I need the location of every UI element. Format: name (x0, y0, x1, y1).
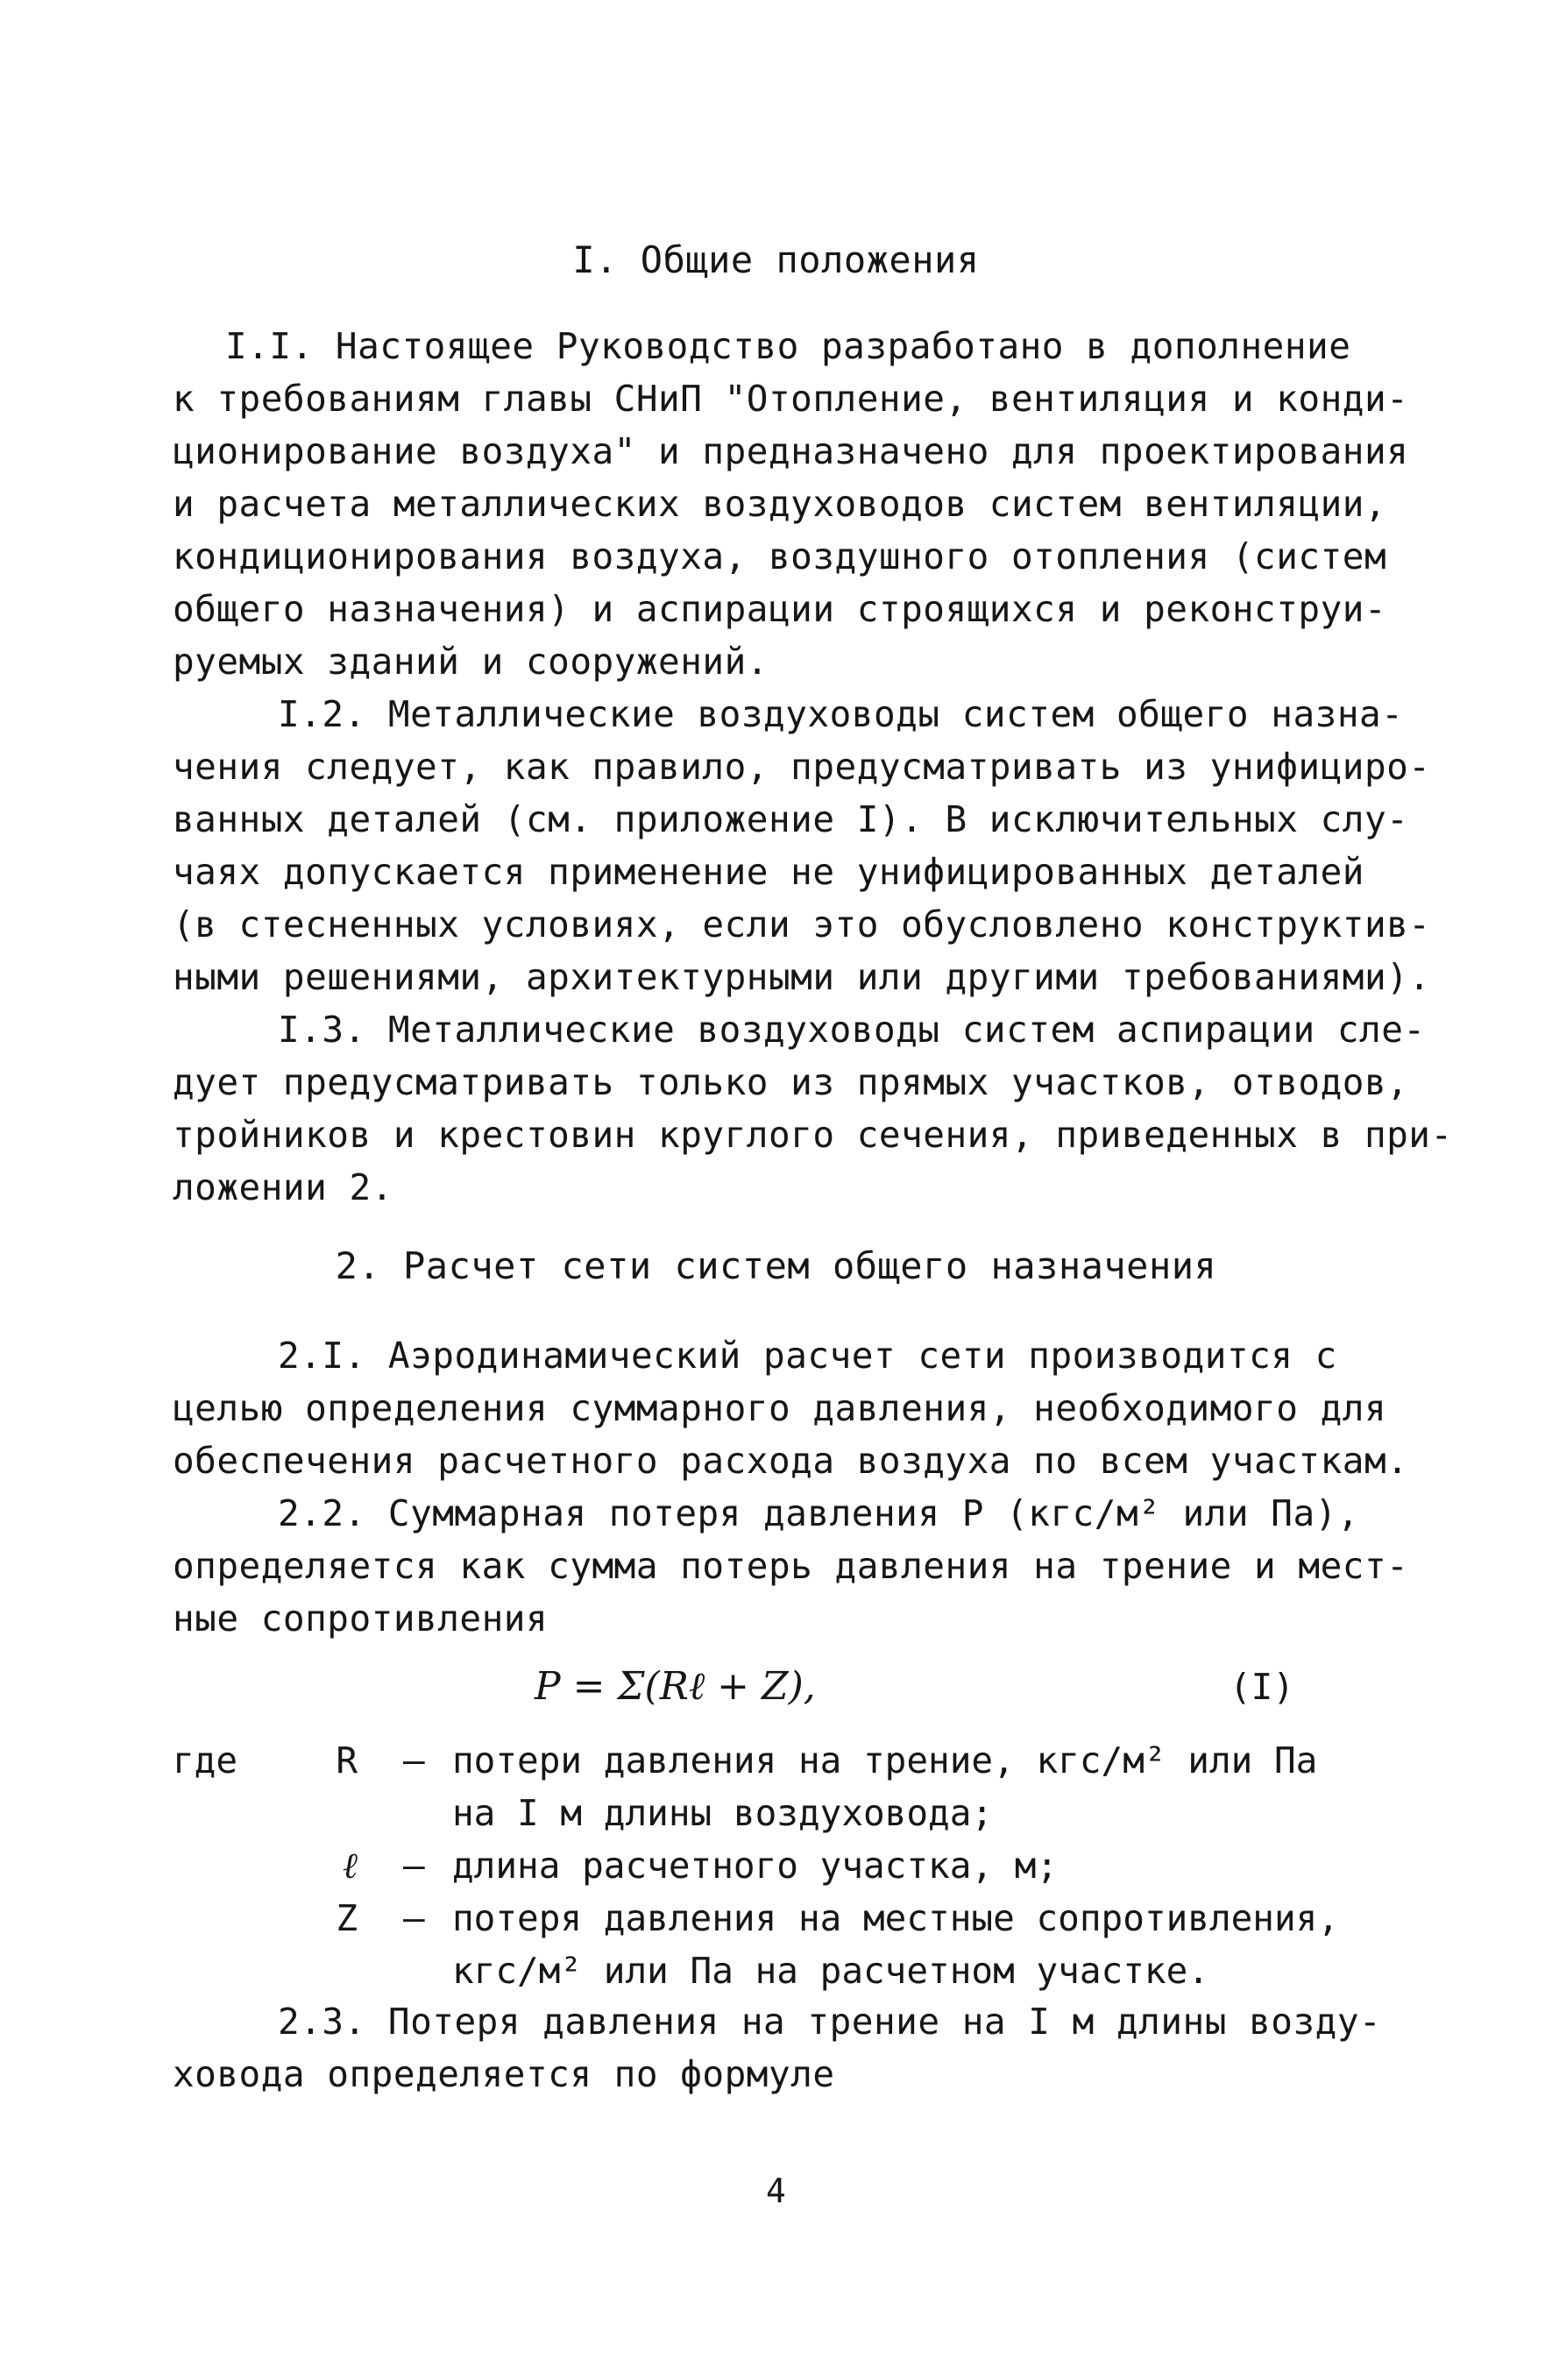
para-2-3-line-2: ховода определяется по формуле (173, 2053, 835, 2095)
para-1-2-line-6: ными решениями, архитектурными или другими требованиями). (173, 956, 1431, 998)
formula-number: (I) (1230, 1666, 1295, 1708)
definition-dash-z: – (403, 1897, 425, 1939)
para-2-2-line-2: определяется как сумма потерь давления на трение и мест- (173, 1545, 1409, 1587)
para-1-2-line-1: I.2. Металлические воздуховоды систем общего назна- (278, 693, 1404, 735)
para-1-1-line-3: ционирование воздуха" и предназначено для проектирования (173, 430, 1409, 472)
definition-dash-r: – (403, 1739, 425, 1781)
para-1-1-line-1: I.I. Настоящее Руководство разработано в дополнение (225, 325, 1351, 367)
para-2-1-line-2: целью определения суммарного давления, необходимого для (173, 1387, 1387, 1429)
para-1-2-line-5: (в стесненных условиях, если это обусловлено конструктив- (173, 903, 1431, 946)
para-2-2-line-1: 2.2. Суммарная потеря давления Р (кгс/м² или Па), (278, 1492, 1360, 1534)
para-2-1-line-1: 2.I. Аэродинамический расчет сети производится с (278, 1335, 1337, 1377)
para-1-1-line-4: и расчета металлических воздуховодов систем вентиляции, (173, 483, 1387, 525)
definition-text-z-2: кгс/м² или Па на расчетном участке. (452, 1950, 1209, 1992)
definition-text-r-2: на I м длины воздуховода; (452, 1792, 994, 1834)
definition-symbol-r: R (336, 1739, 358, 1781)
definition-text-z: потеря давления на местные сопротивления, (452, 1897, 1340, 1939)
where-label: где (173, 1739, 238, 1781)
para-1-3-line-2: дует предусматривать только из прямых участков, отводов, (173, 1061, 1409, 1103)
para-1-1-line-5: кондиционирования воздуха, воздушного отопления (систем (173, 535, 1387, 577)
para-1-3-line-1: I.3. Металлические воздуховоды систем аспирации сле- (278, 1009, 1426, 1051)
para-1-1-line-7: руемых зданий и сооружений. (173, 641, 769, 683)
para-2-1-line-3: обеспечения расчетного расхода воздуха по всем участкам. (173, 1440, 1409, 1482)
page-number: 4 (766, 2171, 786, 2210)
para-1-1-line-2: к требованиям главы СНиП "Отопление, вентиляция и конди- (173, 378, 1409, 420)
para-2-3-line-1: 2.3. Потеря давления на трение на I м длины возду- (278, 2001, 1382, 2043)
para-1-1-line-6: общего назначения) и аспирации строящихся и реконструи- (173, 588, 1387, 630)
para-1-2-line-4: чаях допускается применение не унифицированных деталей (173, 851, 1364, 893)
para-1-3-line-4: ложении 2. (173, 1166, 393, 1208)
definition-symbol-l: ℓ (342, 1845, 358, 1887)
para-1-3-line-3: тройников и крестовин круглого сечения, приведенных в при- (173, 1114, 1453, 1156)
para-1-2-line-2: чения следует, как правило, предусматривать из унифициро- (173, 746, 1431, 788)
definition-dash-l: – (403, 1845, 425, 1887)
definition-text-l: длина расчетного участка, м; (452, 1845, 1059, 1887)
section-1-heading: I. Общие положения (572, 238, 980, 281)
formula-1: P = Σ(Rℓ + Z), (535, 1664, 816, 1709)
definition-text-r: потери давления на трение, кгс/м² или Па (452, 1739, 1318, 1781)
section-2-heading: 2. Расчет сети систем общего назначения (335, 1244, 1217, 1287)
para-2-2-line-3: ные сопротивления (173, 1597, 549, 1640)
definition-symbol-z: Z (336, 1897, 358, 1939)
para-1-2-line-3: ванных деталей (см. приложение I). В исключительных слу- (173, 798, 1409, 840)
